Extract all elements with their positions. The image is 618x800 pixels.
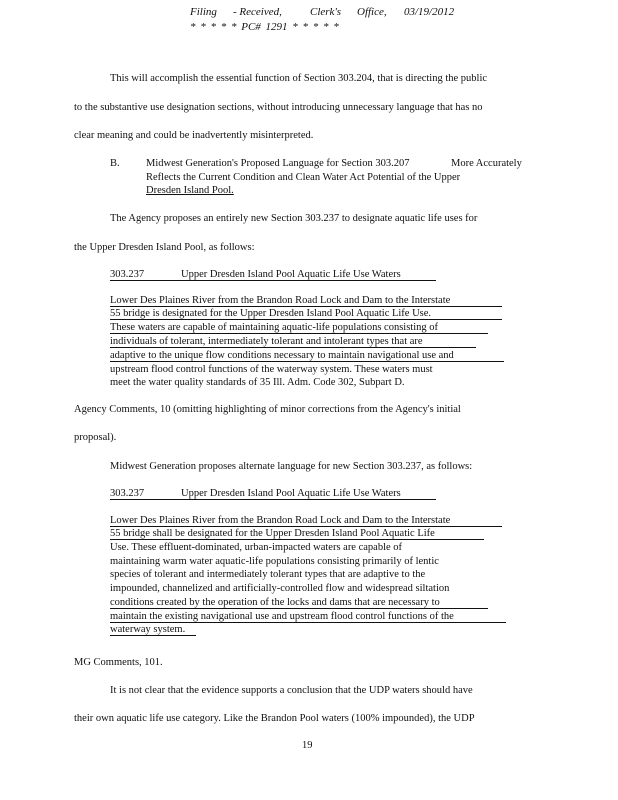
header-pc-line: * * * * * PC# 1291 * * * * *: [190, 21, 339, 33]
header-clerks: Clerk's: [310, 6, 342, 18]
quote1-line5: adaptive to the unique flow conditions necessary to maintain navigational use and: [110, 350, 454, 361]
section-b-letter: B.: [110, 158, 120, 169]
quote1-line6: upstream flood control functions of the waterway system. These waters must: [110, 364, 433, 375]
quote2-line5: species of tolerant and intermediately tolerant types that are adaptive to the: [110, 569, 426, 580]
section-b-line1: Midwest Generation's Proposed Language for Section 303.207: [146, 158, 410, 169]
header-filing: Filing: [190, 6, 217, 18]
citation2: MG Comments, 101.: [74, 657, 163, 668]
header-date: 03/19/2012: [404, 6, 455, 18]
quote2-line4: maintaining warm water aquatic-life populations consisting primarily of lentic: [110, 556, 439, 567]
quote1-rule2: [110, 319, 502, 320]
quote2-line1: Lower Des Plaines River from the Brandon Road Lock and Dam to the Interstate: [110, 515, 451, 526]
quote2-rule2: [110, 539, 484, 540]
quote1-title-rule: [110, 280, 436, 281]
quote2-section-number: 303.237: [110, 488, 145, 499]
quote1-line7: meet the water quality standards of 35 Ill. Adm. Code 302, Subpart D.: [110, 377, 405, 388]
quote2-section-title: Upper Dresden Island Pool Aquatic Life Use Waters: [181, 488, 401, 499]
quote1-rule5: [110, 361, 504, 362]
quote2-line7: conditions created by the operation of the locks and dams that are necessary to: [110, 597, 440, 608]
quote1-line3: These waters are capable of maintaining aquatic-life populations consisting of: [110, 322, 439, 333]
section-b-line3: Dresden Island Pool.: [146, 185, 234, 196]
quote1-rule3: [110, 333, 488, 334]
quote2-line8: maintain the existing navigational use and upstream flood control functions of the: [110, 611, 454, 622]
quote2-line9: waterway system.: [110, 624, 186, 635]
para2-line2: the Upper Dresden Island Pool, as follows:: [74, 242, 255, 253]
quote1-line1: Lower Des Plaines River from the Brandon Road Lock and Dam to the Interstate: [110, 295, 451, 306]
quote2-rule9: [110, 635, 196, 636]
quote1-section-number: 303.237: [110, 269, 145, 280]
quote1-line2: 55 bridge is designated for the Upper Dresden Island Pool Aquatic Life Use.: [110, 308, 432, 319]
para1-line3: clear meaning and could be inadvertently misinterpreted.: [74, 130, 314, 141]
quote1-section-title: Upper Dresden Island Pool Aquatic Life Use Waters: [181, 269, 401, 280]
para4-line1: It is not clear that the evidence supports a conclusion that the UDP waters should have: [110, 685, 473, 696]
quote1-rule4: [110, 347, 476, 348]
quote2-line3: Use. These effluent-dominated, urban-impacted waters are capable of: [110, 542, 403, 553]
header-office: Office,: [357, 6, 387, 18]
quote1-line4: individuals of tolerant, intermediately tolerant and intolerant types that are: [110, 336, 423, 347]
para3: Midwest Generation proposes alternate language for new Section 303.237, as follows:: [110, 461, 473, 472]
para1-line2: to the substantive use designation sections, without introducing unnecessary language that has no: [74, 102, 483, 113]
quote2-line6: impounded, channelized and artificially-controlled flow and widespread siltation: [110, 583, 450, 594]
para1-line1: This will accomplish the essential function of Section 303.204, that is directing the public: [110, 73, 488, 84]
header-received: - Received,: [233, 6, 282, 18]
section-b-right-text: More Accurately: [451, 158, 522, 169]
para2-line1: The Agency proposes an entirely new Section 303.237 to designate aquatic life uses for: [110, 213, 478, 224]
quote2-line2: 55 bridge shall be designated for the Upper Dresden Island Pool Aquatic Life: [110, 528, 435, 539]
section-b-line2: Reflects the Current Condition and Clean Water Act Potential of the Upper: [146, 172, 461, 183]
para4-line2: their own aquatic life use category. Like the Brandon Pool waters (100% impounded), the UDP: [74, 713, 475, 724]
page-number: 19: [302, 740, 313, 751]
citation1-line1: Agency Comments, 10 (omitting highlighting of minor corrections from the Agency's initial: [74, 404, 461, 415]
citation1-line2: proposal).: [74, 432, 117, 443]
quote2-title-rule: [110, 499, 436, 500]
quote2-rule7: [110, 608, 488, 609]
